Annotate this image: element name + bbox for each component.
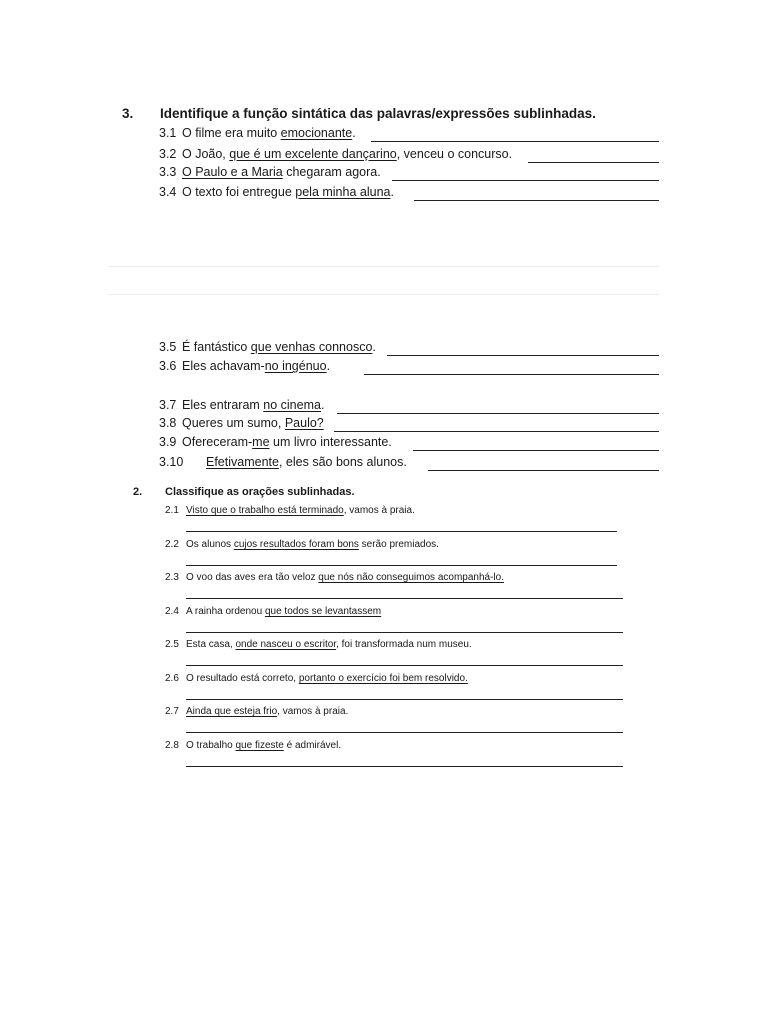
- underlined-expression: Paulo?: [284, 416, 324, 430]
- sentence-text: O voo das aves era tão veloz: [186, 572, 319, 583]
- underlined-expression: me: [252, 435, 270, 449]
- sentence-text: um livro interessante.: [269, 435, 392, 449]
- section-2-number: 2.: [133, 486, 143, 498]
- answer-line[interactable]: [186, 632, 623, 633]
- item-number: 2.4: [165, 606, 179, 617]
- sentence-text: .: [390, 185, 394, 199]
- item-sentence: [186, 673, 468, 685]
- underlined-expression: no ingénuo: [264, 359, 327, 373]
- underlined-expression: Visto que o trabalho está terminado: [186, 505, 344, 516]
- sentence-text: , vamos à praia.: [277, 706, 349, 717]
- sentence-text: A rainha ordenou: [186, 606, 265, 617]
- item-number: 2.6: [165, 673, 179, 684]
- sentence-text: O texto foi entregue: [182, 185, 296, 199]
- sentence-text: Eles achavam-: [182, 359, 265, 373]
- item-sentence: [186, 572, 504, 584]
- answer-line[interactable]: [334, 431, 659, 432]
- item-number: 2.8: [165, 740, 179, 751]
- item-sentence: [186, 639, 472, 651]
- page-divider: [108, 294, 659, 295]
- underlined-expression: Ainda que esteja frio: [186, 706, 278, 717]
- answer-line[interactable]: [528, 162, 659, 163]
- sentence-text: O João,: [182, 147, 230, 161]
- answer-line[interactable]: [186, 665, 623, 666]
- item-number: 2.7: [165, 706, 179, 717]
- sentence-text: Os alunos: [186, 539, 234, 550]
- underlined-expression: que nós não conseguimos acompanhá-lo.: [318, 572, 504, 583]
- answer-line[interactable]: [337, 413, 659, 414]
- answer-line[interactable]: [413, 450, 659, 451]
- sentence-text: .: [320, 398, 325, 412]
- answer-line[interactable]: [387, 355, 659, 356]
- section-2-title: Classifique as orações sublinhadas.: [165, 486, 355, 498]
- answer-line[interactable]: [186, 732, 623, 733]
- answer-line[interactable]: [392, 180, 659, 181]
- underlined-expression: que todos se levantassem: [264, 606, 382, 617]
- underlined-expression: onde nasceu o escritor: [235, 639, 337, 650]
- sentence-text: É fantástico: [182, 340, 251, 354]
- underlined-expression: que é um excelente dançarino: [229, 147, 397, 161]
- page-divider: [108, 266, 659, 267]
- sentence-text: Esta casa,: [186, 639, 236, 650]
- item-number: 2.3: [165, 572, 179, 583]
- sentence-text: , eles são bons alunos.: [278, 455, 407, 469]
- sentence-text: .: [352, 126, 356, 140]
- sentence-text: Eles entraram: [182, 398, 264, 412]
- item-number: 3.7: [159, 398, 177, 412]
- item-number: 2.5: [165, 639, 179, 650]
- sentence-text: chegaram agora.: [282, 165, 381, 179]
- underlined-expression: Efetivamente: [206, 455, 279, 469]
- item-number: 3.2: [159, 147, 177, 161]
- sentence-text: , foi transformada num museu.: [336, 639, 472, 650]
- sentence-text: O trabalho: [186, 740, 236, 751]
- item-number: 2.2: [165, 539, 179, 550]
- item-sentence: [186, 606, 381, 618]
- underlined-expression: emocionante: [280, 126, 353, 140]
- item-sentence: [186, 539, 439, 551]
- underlined-expression: no cinema: [263, 398, 321, 412]
- answer-line[interactable]: [186, 598, 623, 599]
- item-number: 3.3: [159, 165, 177, 179]
- item-number: 2.1: [165, 505, 179, 516]
- item-number: 3.5: [159, 340, 177, 354]
- item-sentence: [182, 359, 330, 374]
- item-number: 3.1: [159, 126, 177, 140]
- item-sentence: [182, 398, 324, 413]
- underlined-expression: que fizeste: [235, 740, 284, 751]
- item-sentence: [186, 505, 415, 517]
- sentence-text: é admirável.: [283, 740, 342, 751]
- answer-line[interactable]: [186, 699, 623, 700]
- item-sentence: [186, 706, 348, 718]
- answer-line[interactable]: [186, 565, 617, 566]
- answer-line[interactable]: [186, 766, 623, 767]
- underlined-expression: que venhas connosco: [250, 340, 373, 354]
- underlined-expression: portanto o exercício foi bem resolvido.: [298, 673, 468, 684]
- item-number: 3.10: [159, 455, 184, 469]
- item-sentence: [182, 435, 392, 450]
- sentence-text: O resultado está correto,: [186, 673, 299, 684]
- item-number: 3.9: [159, 435, 177, 449]
- underlined-expression: cujos resultados foram bons: [233, 539, 359, 550]
- item-number: 3.4: [159, 185, 177, 199]
- sentence-text: .: [326, 359, 331, 373]
- sentence-text: , vamos à praia.: [343, 505, 415, 516]
- sentence-text: Queres um sumo,: [182, 416, 285, 430]
- item-sentence: [182, 340, 376, 355]
- sentence-text: O filme era muito: [182, 126, 281, 140]
- item-sentence: [182, 126, 356, 141]
- item-sentence: [182, 416, 324, 431]
- item-sentence: [186, 740, 341, 752]
- section-3-title: Identifique a função sintática das palavras/expressões sublinhadas.: [160, 106, 596, 121]
- answer-line[interactable]: [371, 141, 659, 142]
- item-number: 3.6: [159, 359, 177, 373]
- item-sentence: [182, 147, 512, 162]
- item-sentence: [206, 455, 407, 470]
- item-number: 3.8: [159, 416, 177, 430]
- answer-line[interactable]: [186, 531, 617, 532]
- answer-line[interactable]: [414, 200, 659, 201]
- answer-line[interactable]: [364, 374, 659, 375]
- section-3-number: 3.: [122, 106, 134, 121]
- item-sentence: [182, 185, 394, 200]
- sentence-text: Ofereceram-: [182, 435, 253, 449]
- item-sentence: [182, 165, 381, 180]
- sentence-text: .: [372, 340, 376, 354]
- underlined-expression: O Paulo e a Maria: [182, 165, 283, 179]
- underlined-expression: pela minha aluna: [295, 185, 391, 199]
- sentence-text: , venceu o concurso.: [396, 147, 513, 161]
- answer-line[interactable]: [428, 470, 659, 471]
- sentence-text: serão premiados.: [358, 539, 439, 550]
